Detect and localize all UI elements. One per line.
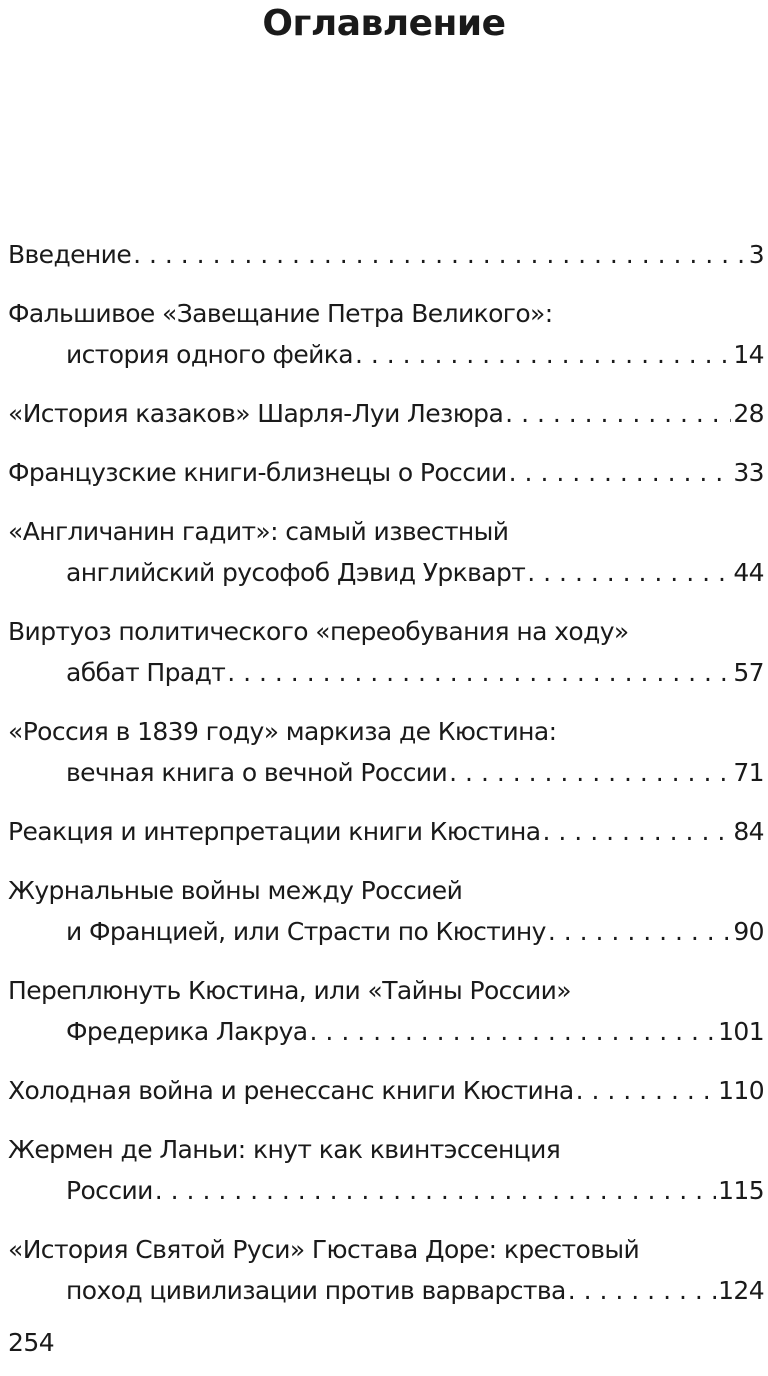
toc-entry xyxy=(8,452,764,493)
toc-entry xyxy=(8,970,764,1052)
toc-entry-title: Виртуоз политического «переобувания на ходу» xyxy=(8,617,629,646)
toc-entry-page-number: 101 xyxy=(718,1017,764,1046)
toc-entry xyxy=(8,870,764,952)
toc-entry-title: вечная книга о вечной России xyxy=(66,758,448,787)
toc-entry-line xyxy=(8,711,764,752)
toc-entry-title: Журнальные войны между Россией xyxy=(8,876,463,905)
toc-entry-title: «Англичанин гадит»: самый известный xyxy=(8,517,509,546)
toc-entry xyxy=(8,711,764,793)
toc-entry-line xyxy=(8,611,764,652)
toc-entry xyxy=(8,393,764,434)
toc-entry-title: Реакция и интерпретации книги Кюстина xyxy=(8,817,541,846)
toc-entry-page-number: 33 xyxy=(733,458,764,487)
toc-entry-page-number: 110 xyxy=(718,1076,764,1105)
toc-entry-title: Фальшивое «Завещание Петра Великого»: xyxy=(8,299,553,328)
toc-entry-title: Фредерика Лакруа xyxy=(66,1017,308,1046)
toc-entry xyxy=(8,811,764,852)
toc-entry-title: английский русофоб Дэвид Уркварт xyxy=(66,558,526,587)
toc-entry-page-number: 90 xyxy=(733,917,764,946)
toc-entry-title: России xyxy=(66,1176,153,1205)
toc-entry-page-number: 44 xyxy=(733,558,764,587)
toc-entry-line xyxy=(8,970,764,1011)
toc-entry-page-number: 14 xyxy=(733,340,764,369)
toc-entry-line xyxy=(8,1229,764,1270)
toc-entry xyxy=(8,234,764,275)
toc-entry xyxy=(8,1070,764,1111)
toc-entry-line xyxy=(8,234,764,275)
toc-entry xyxy=(8,293,764,375)
dot-leader xyxy=(449,752,731,793)
dot-leader xyxy=(527,552,731,593)
toc-entry xyxy=(8,1229,764,1311)
toc-entry xyxy=(8,511,764,593)
toc-entry-continuation-line xyxy=(8,652,764,693)
toc-entry-line xyxy=(8,811,764,852)
toc-entry-title: «Россия в 1839 году» маркиза де Кюстина: xyxy=(8,717,557,746)
toc-entry-title: поход цивилизации против варварства xyxy=(66,1276,566,1305)
toc-entry-title: Переплюнуть Кюстина, или «Тайны России» xyxy=(8,976,571,1005)
toc-entry-page-number: 84 xyxy=(733,817,764,846)
toc-entry-continuation-line xyxy=(8,1170,764,1211)
toc-entry-line xyxy=(8,511,764,552)
dot-leader xyxy=(133,234,747,275)
toc-entry-page-number: 115 xyxy=(718,1176,764,1205)
toc-entry-line xyxy=(8,293,764,334)
toc-entry-continuation-line xyxy=(8,911,764,952)
page-title: Оглавление xyxy=(262,3,506,44)
toc-entry-line xyxy=(8,393,764,434)
dot-leader xyxy=(543,811,732,852)
toc-entry-continuation-line xyxy=(8,1270,764,1311)
toc-entry-title: аббат Прадт xyxy=(66,658,226,687)
toc-entry-title: Жермен де Ланьи: кнут как квинтэссенция xyxy=(8,1135,561,1164)
dot-leader xyxy=(310,1011,717,1052)
dot-leader xyxy=(548,911,732,952)
toc-entry-title: Введение xyxy=(8,240,132,269)
toc-entry-continuation-line xyxy=(8,1011,764,1052)
toc-entry-line xyxy=(8,1129,764,1170)
toc-entry-line xyxy=(8,870,764,911)
toc-entry-page-number: 28 xyxy=(733,399,764,428)
dot-leader xyxy=(509,452,732,493)
toc-entry-title: «История Святой Руси» Гюстава Доре: крестовый xyxy=(8,1235,640,1264)
toc-entry-page-number: 57 xyxy=(733,658,764,687)
toc-entry-line xyxy=(8,452,764,493)
dot-leader xyxy=(355,334,731,375)
toc-entry-title: Холодная война и ренессанс книги Кюстина xyxy=(8,1076,574,1105)
toc-entry xyxy=(8,611,764,693)
toc-entry-line xyxy=(8,1070,764,1111)
toc-entry-title: и Францией, или Страсти по Кюстину xyxy=(66,917,546,946)
toc-entry-continuation-line xyxy=(8,552,764,593)
toc-entry-title: Французские книги-близнецы о России xyxy=(8,458,507,487)
dot-leader xyxy=(155,1170,716,1211)
toc-entry xyxy=(8,1129,764,1211)
toc-entry-title: история одного фейка xyxy=(66,340,353,369)
toc-entry-page-number: 71 xyxy=(733,758,764,787)
toc-entry-continuation-line xyxy=(8,752,764,793)
table-of-contents xyxy=(8,234,764,1329)
dot-leader xyxy=(568,1270,716,1311)
toc-entry-page-number: 124 xyxy=(718,1276,764,1305)
toc-entry-title: «История казаков» Шарля-Луи Лезюра xyxy=(8,399,504,428)
dot-leader xyxy=(227,652,731,693)
toc-entry-continuation-line xyxy=(8,334,764,375)
dot-leader xyxy=(576,1070,717,1111)
dot-leader xyxy=(505,393,731,434)
toc-entry-page-number: 3 xyxy=(748,240,764,269)
page-number: 254 xyxy=(8,1328,55,1357)
